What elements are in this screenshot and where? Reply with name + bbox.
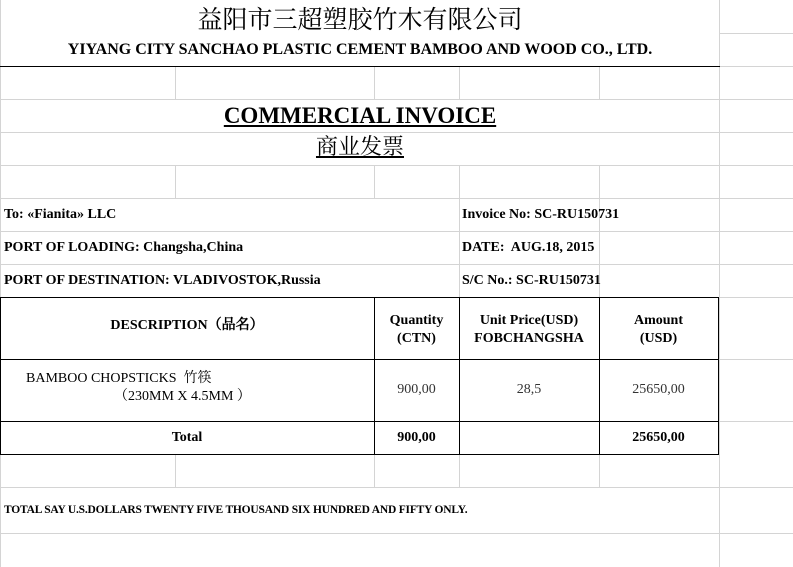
port-of-loading-label: PORT OF LOADING: [4,240,140,255]
header-quantity-line1: Quantity [389,313,444,328]
total-label: Total [171,430,203,445]
invoice-title-en: COMMERCIAL INVOICE [223,103,497,128]
header-quantity [374,312,459,348]
row-description-line1: BAMBOO CHOPSTICKS 竹筷 [26,371,212,386]
port-of-loading [4,241,243,255]
invoice-number: Invoice No: SC-RU150731 [462,207,620,222]
header-unit-price-line1: Unit Price(USD) [479,313,579,328]
header-rule [0,66,720,67]
row-description-line2: （230MM X 4.5MM ） [114,389,251,404]
row-amount: 25650,00 [632,382,685,397]
total-say: TOTAL SAY U.S.DOLLARS TWENTY FIVE THOUSAND SIX HUNDRED AND FIFTY ONLY. [4,504,468,516]
company-name-en: YIYANG CITY SANCHAO PLASTIC CEMENT BAMBOO AND WOOD CO., LTD. [67,41,653,58]
consignee: To: «Fianita» LLC [4,207,117,222]
header-description: DESCRIPTION（品名） [110,318,264,333]
row-unit-price: 28,5 [516,382,542,397]
port-of-destination-label: PORT OF DESTINATION: [4,273,170,288]
sc-number: S/C No.: SC-RU150731 [462,273,601,288]
header-amount-line1: Amount [633,313,683,328]
company-name-cn: 益阳市三超塑胶竹木有限公司 [197,5,523,34]
header-quantity-line2: (CTN) [397,331,436,346]
header-unit-price [459,312,599,348]
header-amount-line2: (USD) [639,331,678,346]
invoice-title-cn: 商业发票 [315,135,404,160]
port-of-destination [4,274,321,288]
invoice-date: DATE: AUG.18, 2015 [462,240,595,255]
port-of-destination-value: VLADIVOSTOK,Russia [172,273,321,288]
total-amount: 25650,00 [632,430,685,445]
row-quantity: 900,00 [397,382,436,397]
header-unit-price-line2: FOBCHANGSHA [474,331,584,346]
total-quantity: 900,00 [397,430,436,445]
port-of-loading-value: Changsha,China [143,240,244,255]
header-amount [599,312,718,348]
